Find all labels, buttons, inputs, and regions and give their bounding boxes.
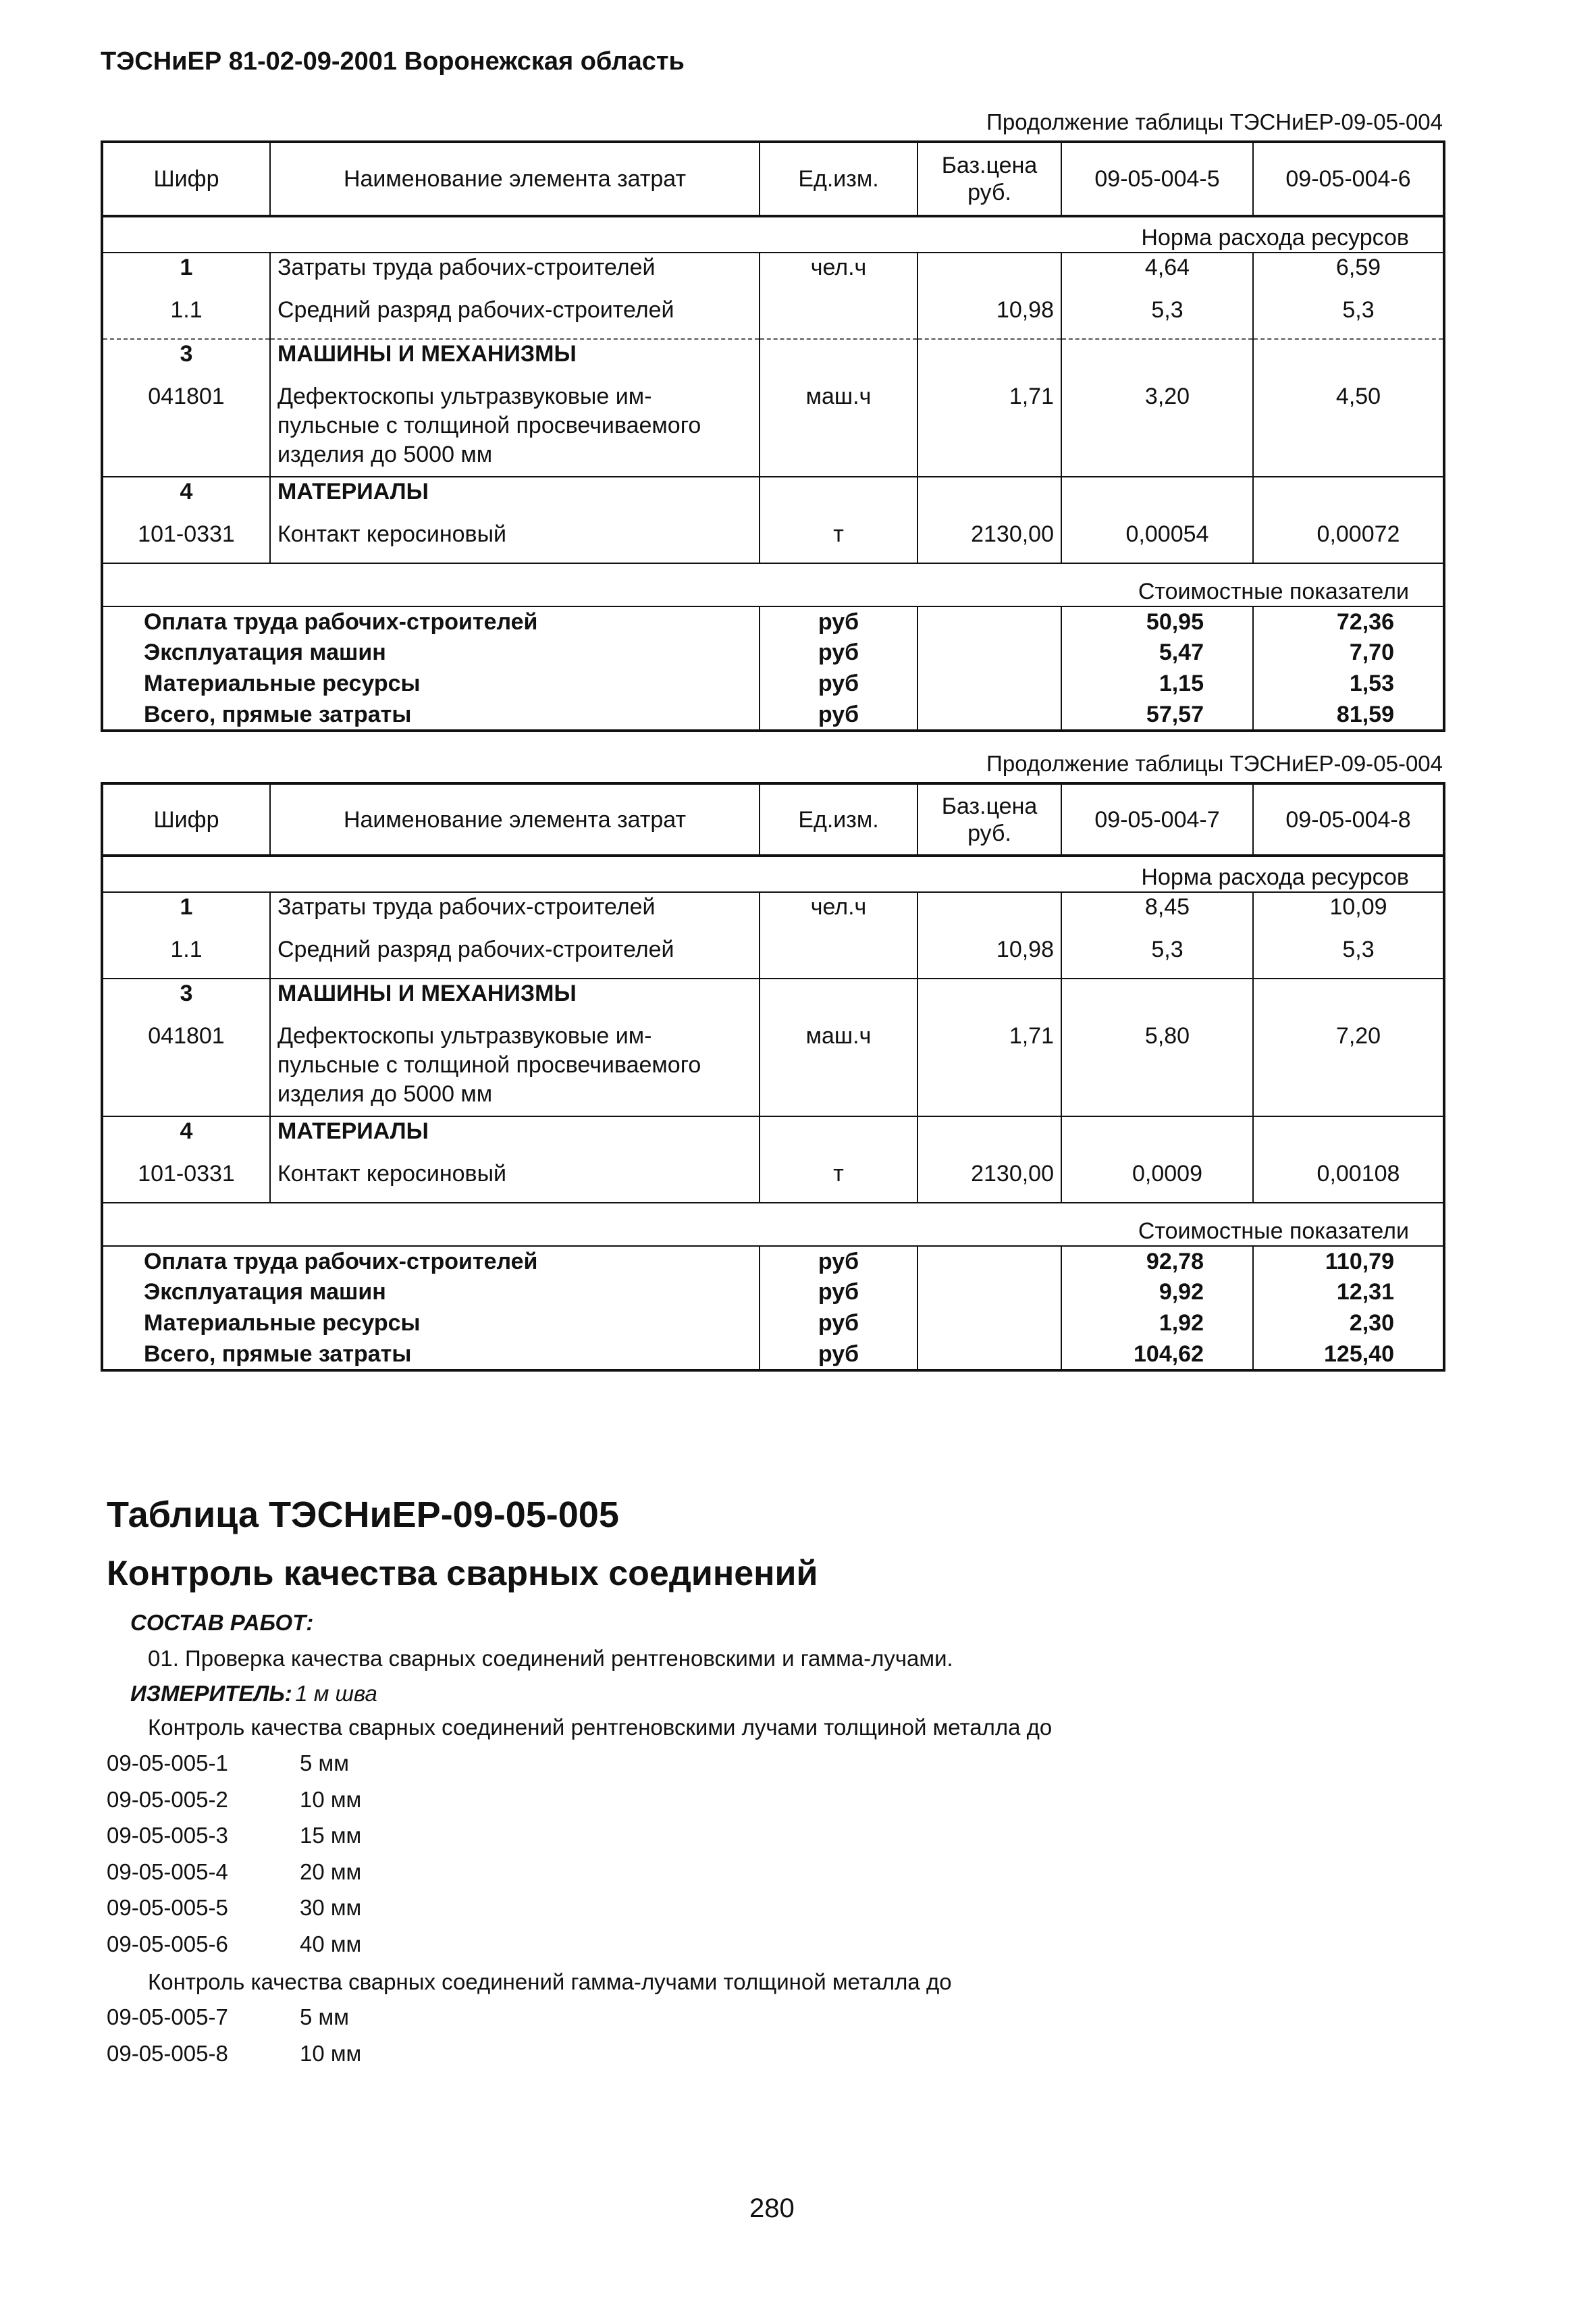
total-name: Оплата труда рабочих-строителей: [102, 1246, 760, 1277]
section-row: [102, 477, 1444, 520]
total-row: [102, 1246, 1444, 1277]
norma-label: Норма расхода ресурсов: [102, 856, 1444, 892]
column-header: Ед.изм.: [760, 142, 917, 216]
row-name: Контакт керосиновый: [270, 1160, 760, 1203]
row-name: МАТЕРИАЛЫ: [270, 1116, 760, 1160]
total-price-empty: [917, 1308, 1061, 1339]
row-unit: [760, 477, 917, 520]
row-value-1: 0,0009: [1061, 1160, 1253, 1203]
row-price: 10,98: [917, 935, 1061, 979]
column-header: Баз.цена руб.: [917, 142, 1061, 216]
rate-code: 09-05-005-7: [107, 2004, 228, 2029]
row-value-2: [1253, 477, 1444, 520]
row-value-1: [1061, 979, 1253, 1022]
row-code: 041801: [102, 1022, 270, 1116]
total-price-empty: [917, 1246, 1061, 1277]
column-header: Баз.цена руб.: [917, 783, 1061, 856]
total-unit: руб: [760, 1246, 917, 1277]
column-header: 09-05-004-7: [1061, 783, 1253, 856]
rate-code: 09-05-005-8: [107, 2040, 228, 2066]
row-value-1: 4,64: [1061, 253, 1253, 296]
row-code: 4: [102, 1116, 270, 1160]
column-header: 09-05-004-6: [1253, 142, 1444, 216]
cost-label: Стоимостные показатели: [102, 1203, 1444, 1246]
rate-code: 09-05-005-6: [107, 1931, 228, 1956]
total-value-2: 7,70: [1253, 638, 1444, 669]
row-price: [917, 979, 1061, 1022]
row-code: 1.1: [102, 296, 270, 339]
row-value-1: [1061, 339, 1253, 382]
cost-band-row: [102, 563, 1444, 606]
total-value-2: 81,59: [1253, 700, 1444, 731]
row-value-2: 5,3: [1253, 296, 1444, 339]
row-unit: маш.ч: [760, 1022, 917, 1116]
row-value-1: 0,00054: [1061, 520, 1253, 563]
total-price-empty: [917, 606, 1061, 638]
table-header-row: [102, 783, 1444, 856]
row-value-2: 4,50: [1253, 382, 1444, 477]
cost-band-row: [102, 1203, 1444, 1246]
total-unit: руб: [760, 669, 917, 700]
row-value-1: 5,3: [1061, 935, 1253, 979]
row-value-1: [1061, 477, 1253, 520]
total-name: Материальные ресурсы: [102, 1308, 760, 1339]
row-price: 2130,00: [917, 1160, 1061, 1203]
row-price: 1,71: [917, 382, 1061, 477]
row-value-1: 3,20: [1061, 382, 1253, 477]
table-row: [102, 1022, 1444, 1116]
row-name: МАШИНЫ И МЕХАНИЗМЫ: [270, 979, 760, 1022]
norms-table: [101, 782, 1445, 1372]
row-value-2: 0,00072: [1253, 520, 1444, 563]
column-header: 09-05-004-5: [1061, 142, 1253, 216]
total-name: Оплата труда рабочих-строителей: [102, 606, 760, 638]
row-value-2: [1253, 979, 1444, 1022]
total-price-empty: [917, 669, 1061, 700]
section-title: Таблица ТЭСНиЕР-09-05-005: [107, 1495, 619, 1535]
total-name: Всего, прямые затраты: [102, 700, 760, 731]
total-value-2: 1,53: [1253, 669, 1444, 700]
rate-thickness: 5 мм: [300, 2004, 349, 2029]
column-header: Наименование элемента затрат: [270, 142, 760, 216]
rate-thickness: 40 мм: [300, 1931, 362, 1956]
cost-label: Стоимостные показатели: [102, 563, 1444, 606]
total-name: Всего, прямые затраты: [102, 1339, 760, 1370]
column-header: Наименование элемента затрат: [270, 783, 760, 856]
row-value-2: 10,09: [1253, 892, 1444, 935]
rate-code: 09-05-005-4: [107, 1859, 228, 1884]
group1-text: Контроль качества сварных соединений рентгеновскими лучами толщиной металла до: [148, 1715, 1053, 1740]
row-unit: [760, 935, 917, 979]
row-value-1: 5,80: [1061, 1022, 1253, 1116]
total-row: [102, 606, 1444, 638]
total-name: Материальные ресурсы: [102, 669, 760, 700]
row-name: Затраты труда рабочих-строителей: [270, 253, 760, 296]
total-name: Эксплуатация машин: [102, 638, 760, 669]
total-value-1: 1,15: [1061, 669, 1253, 700]
row-price: [917, 1116, 1061, 1160]
rate-thickness: 15 мм: [300, 1823, 362, 1848]
norms-table: [101, 140, 1445, 732]
work-item: 01. Проверка качества сварных соединений рентгеновскими и гамма-лучами.: [148, 1646, 953, 1671]
table-header-row: [102, 142, 1444, 216]
row-name: Средний разряд рабочих-строителей: [270, 935, 760, 979]
row-unit: [760, 296, 917, 339]
row-name: Дефектоскопы ультразвуковые им-пульсные с толщиной просвечиваемого изделия до 5000 мм: [270, 1022, 760, 1116]
column-header: 09-05-004-8: [1253, 783, 1444, 856]
row-value-2: 7,20: [1253, 1022, 1444, 1116]
total-value-1: 9,92: [1061, 1277, 1253, 1308]
total-row: [102, 1277, 1444, 1308]
row-unit: т: [760, 1160, 917, 1203]
total-value-1: 57,57: [1061, 700, 1253, 731]
row-price: 10,98: [917, 296, 1061, 339]
row-code: 3: [102, 979, 270, 1022]
total-row: [102, 700, 1444, 731]
row-code: 1: [102, 892, 270, 935]
table-row: [102, 935, 1444, 979]
rate-code: 09-05-005-1: [107, 1750, 228, 1775]
meter-value: 1 м шва: [295, 1681, 377, 1706]
total-value-1: 5,47: [1061, 638, 1253, 669]
rate-thickness: 20 мм: [300, 1859, 362, 1884]
total-value-2: 125,40: [1253, 1339, 1444, 1370]
table-row: [102, 382, 1444, 477]
column-header: Шифр: [102, 783, 270, 856]
rate-thickness: 30 мм: [300, 1895, 362, 1921]
total-price-empty: [917, 1339, 1061, 1370]
row-price: [917, 253, 1061, 296]
total-unit: руб: [760, 1339, 917, 1370]
section-row: [102, 339, 1444, 382]
row-value-2: 5,3: [1253, 935, 1444, 979]
total-price-empty: [917, 700, 1061, 731]
total-row: [102, 638, 1444, 669]
norma-label: Норма расхода ресурсов: [102, 216, 1444, 253]
rate-code: 09-05-005-2: [107, 1786, 228, 1812]
document-header-title: ТЭСНиЕР 81-02-09-2001 Воронежская область: [101, 47, 685, 76]
row-price: [917, 477, 1061, 520]
total-name: Эксплуатация машин: [102, 1277, 760, 1308]
row-name: Средний разряд рабочих-строителей: [270, 296, 760, 339]
meter-label: ИЗМЕРИТЕЛЬ:: [130, 1681, 292, 1706]
total-value-2: 2,30: [1253, 1308, 1444, 1339]
row-name: Контакт керосиновый: [270, 520, 760, 563]
row-name: МАШИНЫ И МЕХАНИЗМЫ: [270, 339, 760, 382]
row-unit: чел.ч: [760, 892, 917, 935]
row-price: 2130,00: [917, 520, 1061, 563]
rate-code: 09-05-005-3: [107, 1823, 228, 1848]
total-price-empty: [917, 1277, 1061, 1308]
row-unit: маш.ч: [760, 382, 917, 477]
row-value-2: [1253, 339, 1444, 382]
total-row: [102, 1308, 1444, 1339]
total-value-1: 92,78: [1061, 1246, 1253, 1277]
row-unit: [760, 339, 917, 382]
total-value-1: 104,62: [1061, 1339, 1253, 1370]
page-number: 280: [749, 2193, 795, 2223]
table-caption: Продолжение таблицы ТЭСНиЕР-09-05-004: [986, 751, 1443, 776]
total-unit: руб: [760, 700, 917, 731]
section-row: [102, 979, 1444, 1022]
row-code: 101-0331: [102, 1160, 270, 1203]
row-code: 101-0331: [102, 520, 270, 563]
table-row: [102, 520, 1444, 563]
row-value-1: 8,45: [1061, 892, 1253, 935]
row-code: 1: [102, 253, 270, 296]
total-value-1: 50,95: [1061, 606, 1253, 638]
rate-thickness: 5 мм: [300, 1750, 349, 1775]
row-value-1: [1061, 1116, 1253, 1160]
table-row: [102, 253, 1444, 296]
row-unit: т: [760, 520, 917, 563]
row-name: Дефектоскопы ультразвуковые им-пульсные с толщиной просвечиваемого изделия до 5000 мм: [270, 382, 760, 477]
row-name: МАТЕРИАЛЫ: [270, 477, 760, 520]
rate-thickness: 10 мм: [300, 1786, 362, 1812]
table-caption: Продолжение таблицы ТЭСНиЕР-09-05-004: [986, 109, 1443, 134]
row-value-1: 5,3: [1061, 296, 1253, 339]
row-code: 4: [102, 477, 270, 520]
column-header: Шифр: [102, 142, 270, 216]
norma-band-row: [102, 216, 1444, 253]
row-code: 1.1: [102, 935, 270, 979]
total-row: [102, 669, 1444, 700]
norma-band-row: [102, 856, 1444, 892]
table-row: [102, 1160, 1444, 1203]
row-price: 1,71: [917, 1022, 1061, 1116]
total-value-2: 72,36: [1253, 606, 1444, 638]
work-composition-label: СОСТАВ РАБОТ:: [130, 1610, 314, 1635]
row-name: Затраты труда рабочих-строителей: [270, 892, 760, 935]
total-value-1: 1,92: [1061, 1308, 1253, 1339]
row-price: [917, 892, 1061, 935]
row-value-2: [1253, 1116, 1444, 1160]
row-price: [917, 339, 1061, 382]
total-unit: руб: [760, 638, 917, 669]
row-code: 041801: [102, 382, 270, 477]
row-value-2: 0,00108: [1253, 1160, 1444, 1203]
total-price-empty: [917, 638, 1061, 669]
column-header: Ед.изм.: [760, 783, 917, 856]
total-unit: руб: [760, 1308, 917, 1339]
table-row: [102, 892, 1444, 935]
section-row: [102, 1116, 1444, 1160]
total-row: [102, 1339, 1444, 1370]
row-unit: чел.ч: [760, 253, 917, 296]
total-value-2: 110,79: [1253, 1246, 1444, 1277]
total-unit: руб: [760, 1277, 917, 1308]
meter-line: [130, 1681, 377, 1707]
group2-text: Контроль качества сварных соединений гамма-лучами толщиной металла до: [148, 1969, 952, 1994]
rate-code: 09-05-005-5: [107, 1895, 228, 1921]
row-unit: [760, 979, 917, 1022]
row-code: 3: [102, 339, 270, 382]
table-row: [102, 296, 1444, 339]
total-unit: руб: [760, 606, 917, 638]
rate-thickness: 10 мм: [300, 2040, 362, 2066]
row-value-2: 6,59: [1253, 253, 1444, 296]
total-value-2: 12,31: [1253, 1277, 1444, 1308]
row-unit: [760, 1116, 917, 1160]
section-subtitle: Контроль качества сварных соединений: [107, 1554, 818, 1593]
